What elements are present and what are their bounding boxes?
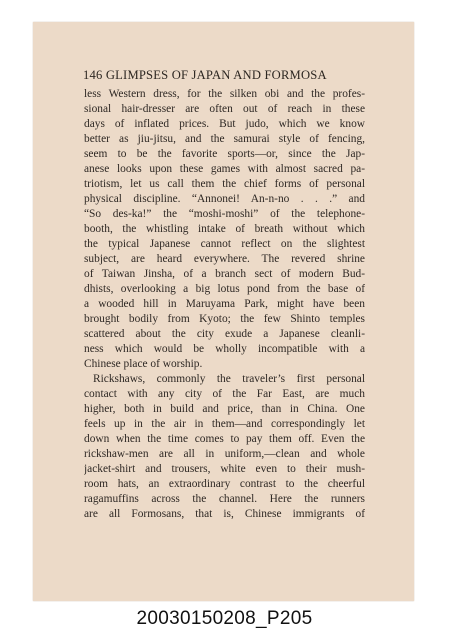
text-line: contact with any city of the Far East, are much <box>84 388 365 400</box>
text-line: dhists, overlooking a big lotus pond from the base of <box>84 283 365 295</box>
text-line: a wooded hill in Maruyama Park, might have been <box>84 298 365 310</box>
archive-id-caption: 20030150208_P205 <box>136 608 313 629</box>
text-line: jacket-shirt and trousers, white even to their mush- <box>84 463 365 475</box>
text-line: triotism, let us call them the chief forms of personal <box>84 178 365 190</box>
page-number: 146 <box>83 68 103 82</box>
text-line: rickshaw-men are all in uniform,—clean and whole <box>84 448 365 460</box>
text-line: scattered about the city exude a Japanese cleanli- <box>84 328 365 340</box>
text-line: anese looks upon these games with almost sacred pa- <box>84 163 365 175</box>
text-line: Rickshaws, commonly the traveler’s first personal <box>93 373 365 385</box>
text-line: physical discipline. “Annonei! An-n-no . . .” and <box>84 193 365 205</box>
text-line: sional hair-dresser are often out of reach in these <box>84 103 365 115</box>
text-line: down when the time comes to pay them off. Even the <box>84 433 365 445</box>
text-line: subject, are heard everywhere. The revered shrine <box>84 253 365 265</box>
text-line: of Taiwan Jinsha, of a branch sect of modern Bud- <box>84 268 365 280</box>
text-line: “So des-ka!” the “moshi-moshi” of the telephone- <box>84 208 365 220</box>
text-line: the typical Japanese cannot reflect on the slightest <box>84 238 365 250</box>
text-line: booth, the whistling intake of breath without which <box>84 223 365 235</box>
page-header <box>83 68 363 83</box>
text-line: ness which would be wholly incompatible with a <box>84 343 365 355</box>
text-line: days of inflated prices. But judo, which we know <box>84 118 365 130</box>
text-line: less Western dress, for the silken obi and the profes- <box>84 88 365 100</box>
text-line: seem to be the favorite sports—or, since the Jap- <box>84 148 365 160</box>
text-line: room hats, an extraordinary contrast to the cheerful <box>84 478 365 490</box>
text-line: higher, both in build and price, than in China. One <box>84 403 365 415</box>
running-title: GLIMPSES OF JAPAN AND FORMOSA <box>105 68 327 82</box>
text-line: feels up in the air in them—and correspondingly let <box>84 418 365 430</box>
text-line: are all Formosans, that is, Chinese immigrants of <box>84 508 365 520</box>
body-text <box>84 87 365 522</box>
text-line: brought bodily from Kyoto; the few Shinto temples <box>84 313 365 325</box>
text-line: Chinese place of worship. <box>84 358 203 370</box>
text-line: ragamuffins across the channel. Here the runners <box>84 493 365 505</box>
text-line: better as jiu-jitsu, and the samurai style of fencing, <box>84 133 365 145</box>
